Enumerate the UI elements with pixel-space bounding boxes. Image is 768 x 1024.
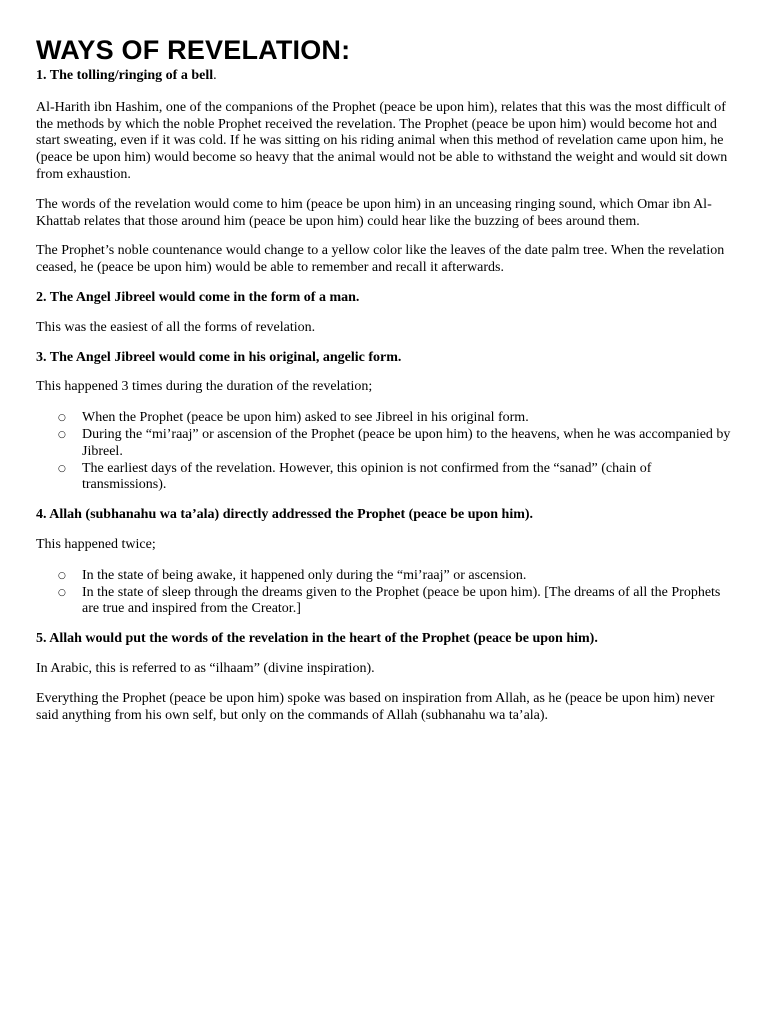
section-5-paragraph-1: In Arabic, this is referred to as “ilhaam” (divine inspiration). [36,660,375,676]
section-3-heading: 3. The Angel Jibreel would come in his original, angelic form. [36,349,402,365]
section-1-paragraph-2: The words of the revelation would come to him (peace be upon him) in an unceasing ringing sound, which Omar ibn Al-Khattab relates that those around him (peace be upon him) could hear like the buzzing of bees around them. [36,196,712,229]
section-2-heading: 2. The Angel Jibreel would come in the form of a man. [36,289,360,305]
list-item-text: The earliest days of the revelation. However, this opinion is not confirmed from the “sanad” (chain of transmissions). [82,460,652,493]
section-3-paragraph-1: This happened 3 times during the duration of the revelation; [36,379,373,395]
list-item [58,410,732,427]
list-item [58,460,732,495]
section-1-heading [36,68,732,85]
section-1-heading-period: . [213,68,217,83]
section-5-paragraph-2: Everything the Prophet (peace be upon him) spoke was based on inspiration from Allah, as he (peace be upon him) never said anything from his own self, but only on the commands of Allah (subhanahu wa ta’ala). [36,690,715,723]
section-5-heading: 5. Allah would put the words of the revelation in the heart of the Prophet (peace be upon him). [36,631,598,647]
bullet-circle-icon: ○ [58,463,66,474]
bullet-circle-icon: ○ [58,429,66,440]
list-item-text: In the state of sleep through the dreams given to the Prophet (peace be upon him). [The dreams of all the Prophets are true and inspired from the Creator.] [82,584,721,617]
section-1-paragraph-1: Al-Harith ibn Hashim, one of the companions of the Prophet (peace be upon him), relates that this was the most difficult of the methods by which the noble Prophet received the revelation. The Prophet (peace be upon him) would become hot and start sweating, even if it was cold. If he was sitting on his riding animal when this method of revelation came upon him, he (peace be upon him) would become so heavy that the animal would not be able to withstand the weight and would sit down from exhaustion. [36,99,728,182]
section-4-list [36,568,732,618]
bullet-circle-icon: ○ [58,570,66,581]
section-3-list [36,410,732,494]
section-4-heading: 4. Allah (subhanahu wa ta’ala) directly addressed the Prophet (peace be upon him). [36,507,534,523]
bullet-circle-icon: ○ [58,413,66,424]
section-4-paragraph-1: This happened twice; [36,536,156,552]
list-item-text: When the Prophet (peace be upon him) asked to see Jibreel in his original form. [82,410,529,426]
list-item-text: During the “mi’raaj” or ascension of the Prophet (peace be upon him) to the heavens, when he was accompanied by Jibreel. [82,426,731,459]
document-body [36,68,732,724]
section-1-paragraph-3: The Prophet’s noble countenance would change to a yellow color like the leaves of the date palm tree. When the revelation ceased, he (peace be upon him) would be able to remember and recall it afterwards. [36,243,725,276]
bullet-circle-icon: ○ [58,587,66,598]
list-item-text: In the state of being awake, it happened only during the “mi’raaj” or ascension. [82,567,527,583]
list-item [58,426,732,461]
list-item [58,567,732,585]
page-title: WAYS OF REVELATION: [36,35,351,65]
list-item [58,584,732,619]
section-1-heading-text: 1. The tolling/ringing of a bell [36,68,214,83]
section-2-paragraph-1: This was the easiest of all the forms of revelation. [36,319,316,335]
